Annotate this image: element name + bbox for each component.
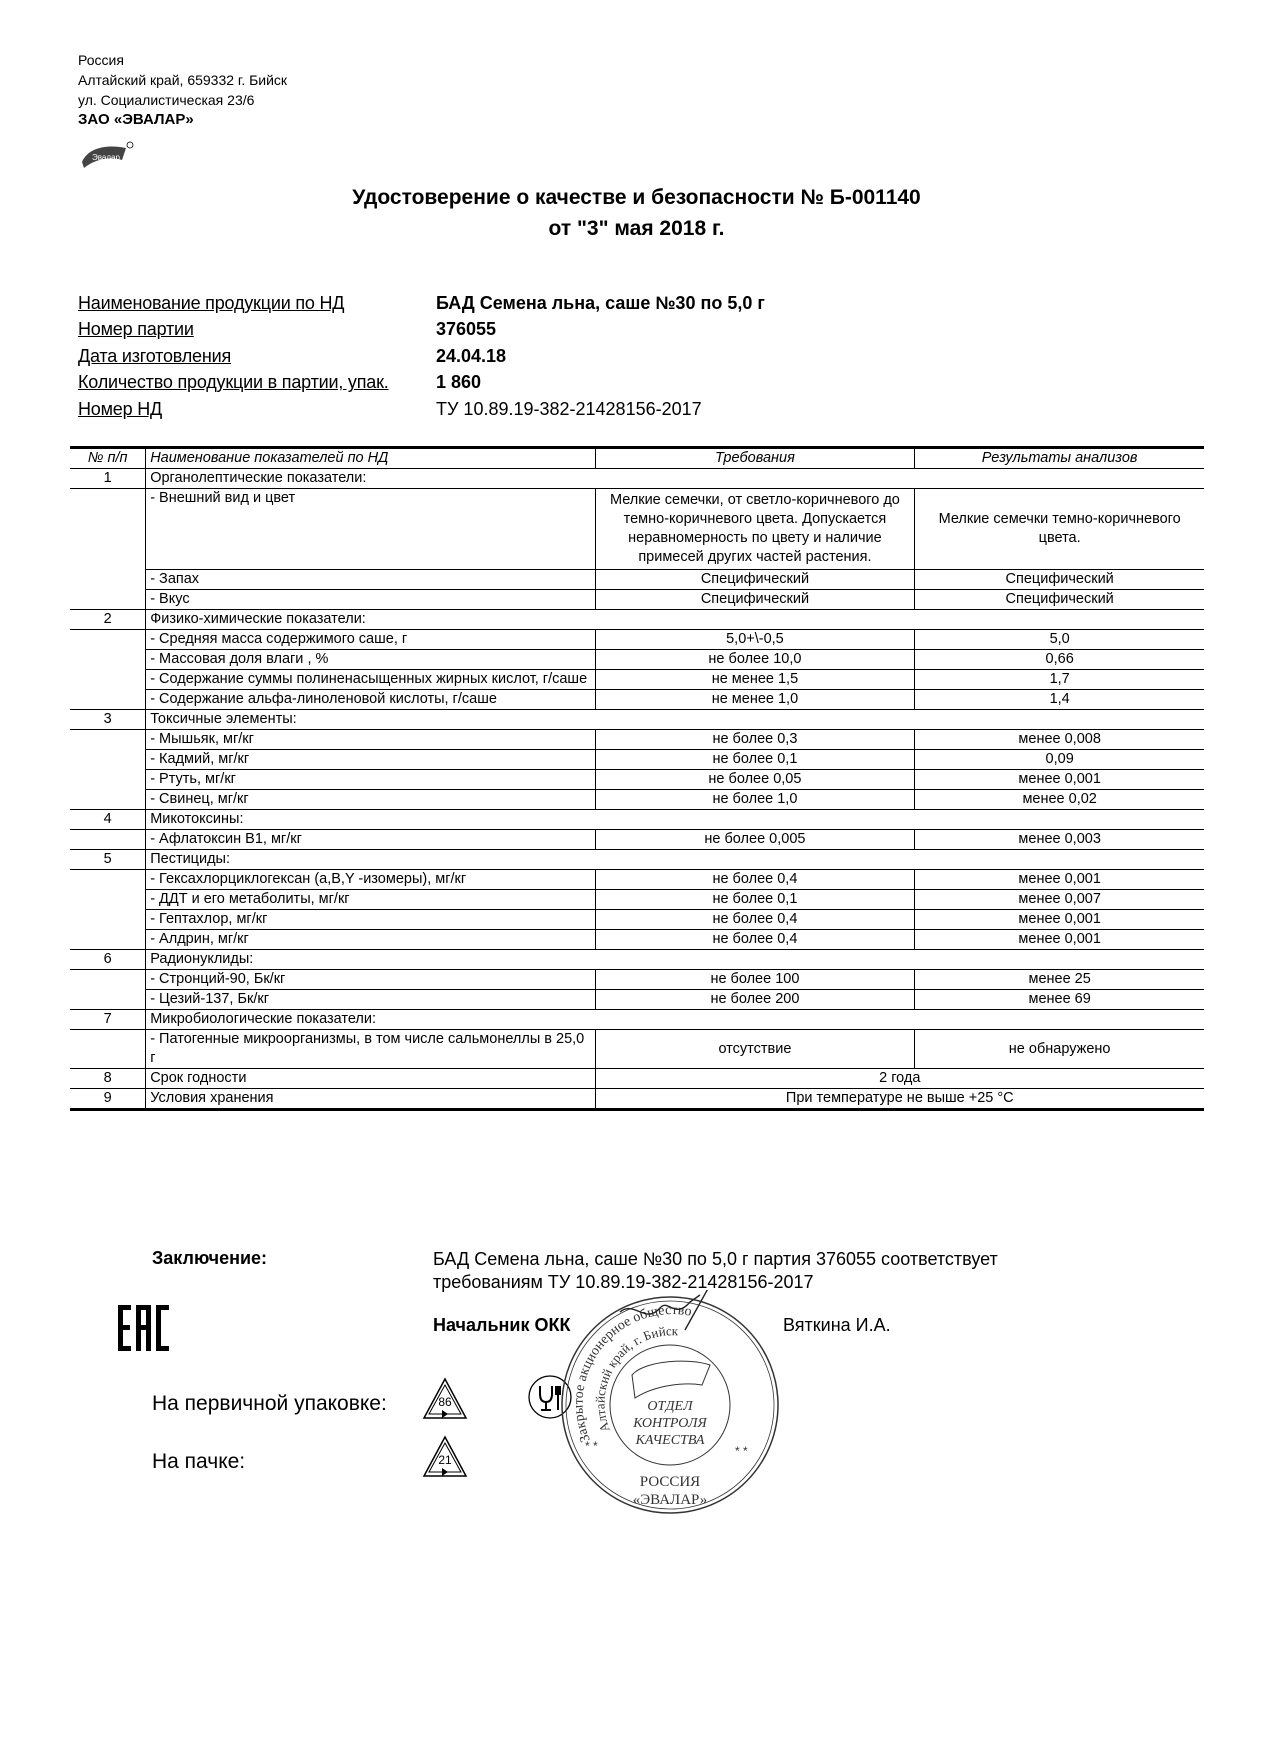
svg-text:* *: * * bbox=[585, 1439, 598, 1453]
result-value: менее 0,02 bbox=[915, 790, 1204, 810]
svg-text:РОССИЯ: РОССИЯ bbox=[639, 1474, 701, 1490]
row-number-empty bbox=[70, 670, 146, 690]
indicator-name: - Запах bbox=[146, 570, 595, 590]
result-value: 0,09 bbox=[915, 750, 1204, 770]
table-group-row bbox=[70, 610, 1204, 630]
indicator-name: Срок годности bbox=[146, 1069, 595, 1089]
recycle-icon bbox=[420, 1434, 470, 1489]
table-row bbox=[70, 630, 1204, 650]
table-row bbox=[70, 570, 1204, 590]
table-row bbox=[70, 910, 1204, 930]
result-value: 1,7 bbox=[915, 670, 1204, 690]
group-number: 3 bbox=[70, 710, 146, 730]
result-value: менее 0,001 bbox=[915, 870, 1204, 890]
table-group-row bbox=[70, 810, 1204, 830]
row-number-empty bbox=[70, 930, 146, 950]
requirement-value: не более 0,1 bbox=[595, 750, 915, 770]
indicator-name: - Свинец, мг/кг bbox=[146, 790, 595, 810]
indicator-name: - Алдрин, мг/кг bbox=[146, 930, 595, 950]
product-info bbox=[78, 290, 765, 423]
indicator-name: - Содержание альфа-линоленовой кислоты, г/саше bbox=[146, 690, 595, 710]
row-number: 8 bbox=[70, 1069, 146, 1089]
conclusion-text bbox=[433, 1248, 998, 1294]
row-number-empty bbox=[70, 990, 146, 1010]
quality-control-stamp bbox=[550, 1290, 790, 1535]
info-label: Количество продукции в партии, упак. bbox=[78, 372, 389, 393]
table-row bbox=[70, 690, 1204, 710]
group-title: Микробиологические показатели: bbox=[146, 1010, 595, 1030]
pack-label: На пачке: bbox=[152, 1450, 246, 1473]
info-row-batch bbox=[78, 317, 765, 344]
header-requirements: Требования bbox=[595, 448, 915, 469]
table-row bbox=[70, 830, 1204, 850]
indicator-name: - Содержание суммы полиненасыщенных жирных кислот, г/саше bbox=[146, 670, 595, 690]
requirement-value: не менее 1,5 bbox=[595, 670, 915, 690]
group-title: Радионуклиды: bbox=[146, 950, 595, 970]
table-group-row bbox=[70, 850, 1204, 870]
row-number-empty bbox=[70, 830, 146, 850]
result-value: менее 0,001 bbox=[915, 930, 1204, 950]
group-title: Микотоксины: bbox=[146, 810, 595, 830]
group-title: Органолептические показатели: bbox=[146, 469, 595, 489]
svg-text:86: 86 bbox=[438, 1395, 452, 1409]
table-row-merged bbox=[70, 1089, 1204, 1110]
indicator-name: - Стронций-90, Бк/кг bbox=[146, 970, 595, 990]
info-row-date bbox=[78, 343, 765, 370]
row-number-empty bbox=[70, 590, 146, 610]
empty-cell bbox=[595, 710, 1204, 730]
requirement-value: не более 0,4 bbox=[595, 910, 915, 930]
requirement-value: 5,0+\-0,5 bbox=[595, 630, 915, 650]
table-row bbox=[70, 970, 1204, 990]
indicator-name: - Афлатоксин В1, мг/кг bbox=[146, 830, 595, 850]
indicator-name: - Массовая доля влаги , % bbox=[146, 650, 595, 670]
requirement-value: Специфический bbox=[595, 570, 915, 590]
row-number-empty bbox=[70, 970, 146, 990]
table-row-merged bbox=[70, 1069, 1204, 1089]
result-value: не обнаружено bbox=[915, 1030, 1204, 1069]
result-value: менее 69 bbox=[915, 990, 1204, 1010]
signer-position: Начальник ОКК bbox=[433, 1315, 571, 1335]
requirement-value: не более 0,3 bbox=[595, 730, 915, 750]
requirement-value: отсутствие bbox=[595, 1030, 915, 1069]
empty-cell bbox=[595, 850, 1204, 870]
result-value: менее 25 bbox=[915, 970, 1204, 990]
requirement-value: не менее 1,0 bbox=[595, 690, 915, 710]
row-number-empty bbox=[70, 750, 146, 770]
result-value: Специфический bbox=[915, 570, 1204, 590]
merged-value: При температуре не выше +25 °С bbox=[595, 1089, 1204, 1110]
requirement-value: не более 0,4 bbox=[595, 870, 915, 890]
empty-cell bbox=[595, 950, 1204, 970]
result-value: менее 0,007 bbox=[915, 890, 1204, 910]
conclusion-line-2: требованиям ТУ 10.89.19-382-21428156-2017 bbox=[433, 1272, 814, 1292]
table-group-row bbox=[70, 950, 1204, 970]
quality-table bbox=[70, 446, 1204, 1111]
row-number-empty bbox=[70, 790, 146, 810]
info-label: Номер НД bbox=[78, 398, 162, 419]
row-number: 9 bbox=[70, 1089, 146, 1110]
requirement-value: не более 10,0 bbox=[595, 650, 915, 670]
header-num: № п/п bbox=[70, 448, 146, 469]
svg-text:Закрытое акционерное общество: Закрытое акционерное общество bbox=[571, 1302, 693, 1445]
indicator-name: - Гептахлор, мг/кг bbox=[146, 910, 595, 930]
row-number-empty bbox=[70, 630, 146, 650]
svg-text:«ЭВАЛАР»: «ЭВАЛАР» bbox=[632, 1492, 708, 1508]
result-value: 5,0 bbox=[915, 630, 1204, 650]
group-title: Пестициды: bbox=[146, 850, 595, 870]
row-number-empty bbox=[70, 1030, 146, 1069]
group-number: 5 bbox=[70, 850, 146, 870]
indicator-name: - Вкус bbox=[146, 590, 595, 610]
table-header-row bbox=[70, 448, 1204, 469]
group-number: 2 bbox=[70, 610, 146, 630]
empty-cell bbox=[595, 810, 1204, 830]
result-value: менее 0,008 bbox=[915, 730, 1204, 750]
group-number: 6 bbox=[70, 950, 146, 970]
table-group-row bbox=[70, 710, 1204, 730]
indicator-name: - Ртуть, мг/кг bbox=[146, 770, 595, 790]
company-address bbox=[78, 50, 287, 130]
row-number-empty bbox=[70, 910, 146, 930]
title-line-2: от "3" мая 2018 г. bbox=[548, 217, 725, 240]
table-row bbox=[70, 489, 1204, 570]
indicator-name: - Цезий-137, Бк/кг bbox=[146, 990, 595, 1010]
title-line-1: Удостоверение о качестве и безопасности № Б-001140 bbox=[352, 186, 921, 209]
result-value: менее 0,003 bbox=[915, 830, 1204, 850]
indicator-name: Условия хранения bbox=[146, 1089, 595, 1110]
conclusion-label: Заключение: bbox=[152, 1248, 268, 1268]
requirement-value: не более 100 bbox=[595, 970, 915, 990]
result-value: Мелкие семечки темно-коричневого цвета. bbox=[915, 489, 1204, 570]
row-number-empty bbox=[70, 570, 146, 590]
svg-text:ОТДЕЛ: ОТДЕЛ bbox=[647, 1399, 693, 1414]
conclusion-line-1: БАД Семена льна, саше №30 по 5,0 г партия 376055 соответствует bbox=[433, 1249, 998, 1269]
table-row bbox=[70, 990, 1204, 1010]
requirement-value: не более 0,1 bbox=[595, 890, 915, 910]
indicator-name: - Средняя масса содержимого саше, г bbox=[146, 630, 595, 650]
merged-value: 2 года bbox=[595, 1069, 1204, 1089]
requirement-value: не более 200 bbox=[595, 990, 915, 1010]
address-line: Алтайский край, 659332 г. Бийск bbox=[78, 72, 288, 88]
result-value: 1,4 bbox=[915, 690, 1204, 710]
indicator-name: - Гексахлорциклогексан (a,B,Y -изомеры), мг/кг bbox=[146, 870, 595, 890]
indicator-name: - ДДТ и его метаболиты, мг/кг bbox=[146, 890, 595, 910]
svg-text:КАЧЕСТВА: КАЧЕСТВА bbox=[635, 1433, 705, 1448]
primary-packaging-label: На первичной упаковке: bbox=[152, 1392, 387, 1415]
group-number: 7 bbox=[70, 1010, 146, 1030]
info-value: 376055 bbox=[436, 319, 497, 340]
row-number-empty bbox=[70, 650, 146, 670]
document-title bbox=[0, 182, 1273, 244]
info-row-quantity bbox=[78, 370, 765, 397]
info-value: ТУ 10.89.19-382-21428156-2017 bbox=[436, 398, 702, 419]
evalar-logo-icon bbox=[78, 140, 134, 172]
svg-text:21: 21 bbox=[438, 1453, 452, 1467]
eac-mark-icon bbox=[118, 1305, 170, 1356]
table-row bbox=[70, 1030, 1204, 1069]
table-row bbox=[70, 770, 1204, 790]
result-value: Специфический bbox=[915, 590, 1204, 610]
info-label: Номер партии bbox=[78, 319, 194, 340]
indicator-name: - Мышьяк, мг/кг bbox=[146, 730, 595, 750]
table-group-row bbox=[70, 469, 1204, 489]
row-number-empty bbox=[70, 770, 146, 790]
header-results: Результаты анализов bbox=[915, 448, 1204, 469]
table-row bbox=[70, 590, 1204, 610]
table-row bbox=[70, 890, 1204, 910]
table-row bbox=[70, 670, 1204, 690]
info-value: 1 860 bbox=[436, 372, 482, 393]
result-value: менее 0,001 bbox=[915, 770, 1204, 790]
row-number-empty bbox=[70, 870, 146, 890]
requirement-value: не более 0,4 bbox=[595, 930, 915, 950]
empty-cell bbox=[595, 610, 1204, 630]
recycle-icon bbox=[420, 1376, 470, 1431]
address-line: Россия bbox=[78, 52, 124, 68]
requirement-value: Мелкие семечки, от светло-коричневого до темно-коричневого цвета. Допускается неравномерность по цвету и наличие примесей других частей растения. bbox=[595, 489, 915, 570]
info-label: Наименование продукции по НД bbox=[78, 292, 345, 313]
svg-text:* *: * * bbox=[735, 1444, 748, 1458]
table-group-row bbox=[70, 1010, 1204, 1030]
table-row bbox=[70, 650, 1204, 670]
row-number-empty bbox=[70, 730, 146, 750]
group-number: 4 bbox=[70, 810, 146, 830]
signer-name: Вяткина И.А. bbox=[783, 1315, 891, 1335]
group-title: Физико-химические показатели: bbox=[146, 610, 595, 630]
group-title: Токсичные элементы: bbox=[146, 710, 595, 730]
table-row bbox=[70, 730, 1204, 750]
company-name: ЗАО «ЭВАЛАР» bbox=[78, 111, 194, 128]
indicator-name: - Патогенные микроорганизмы, в том числе сальмонеллы в 25,0 г bbox=[146, 1030, 595, 1069]
info-value: БАД Семена льна, саше №30 по 5,0 г bbox=[436, 292, 765, 313]
requirement-value: не более 1,0 bbox=[595, 790, 915, 810]
header-name: Наименование показателей по НД bbox=[146, 448, 595, 469]
requirement-value: Специфический bbox=[595, 590, 915, 610]
empty-cell bbox=[595, 469, 1204, 489]
svg-text:Алтайский край, г. Бийск: Алтайский край, г. Бийск bbox=[592, 1323, 679, 1435]
indicator-name: - Внешний вид и цвет bbox=[146, 489, 595, 570]
row-number-empty bbox=[70, 489, 146, 570]
requirement-value: не более 0,005 bbox=[595, 830, 915, 850]
row-number-empty bbox=[70, 890, 146, 910]
table-row bbox=[70, 870, 1204, 890]
svg-text:Эвалар: Эвалар bbox=[92, 153, 120, 162]
table-row bbox=[70, 790, 1204, 810]
info-label: Дата изготовления bbox=[78, 345, 232, 366]
group-number: 1 bbox=[70, 469, 146, 489]
svg-text:КОНТРОЛЯ: КОНТРОЛЯ bbox=[633, 1416, 707, 1431]
row-number-empty bbox=[70, 690, 146, 710]
result-value: менее 0,001 bbox=[915, 910, 1204, 930]
requirement-value: не более 0,05 bbox=[595, 770, 915, 790]
address-line: ул. Социалистическая 23/6 bbox=[78, 92, 255, 108]
indicator-name: - Кадмий, мг/кг bbox=[146, 750, 595, 770]
info-row-product bbox=[78, 290, 765, 317]
info-value: 24.04.18 bbox=[436, 345, 507, 366]
table-row bbox=[70, 750, 1204, 770]
empty-cell bbox=[595, 1010, 1204, 1030]
table-row bbox=[70, 930, 1204, 950]
result-value: 0,66 bbox=[915, 650, 1204, 670]
info-row-nd bbox=[78, 396, 765, 423]
